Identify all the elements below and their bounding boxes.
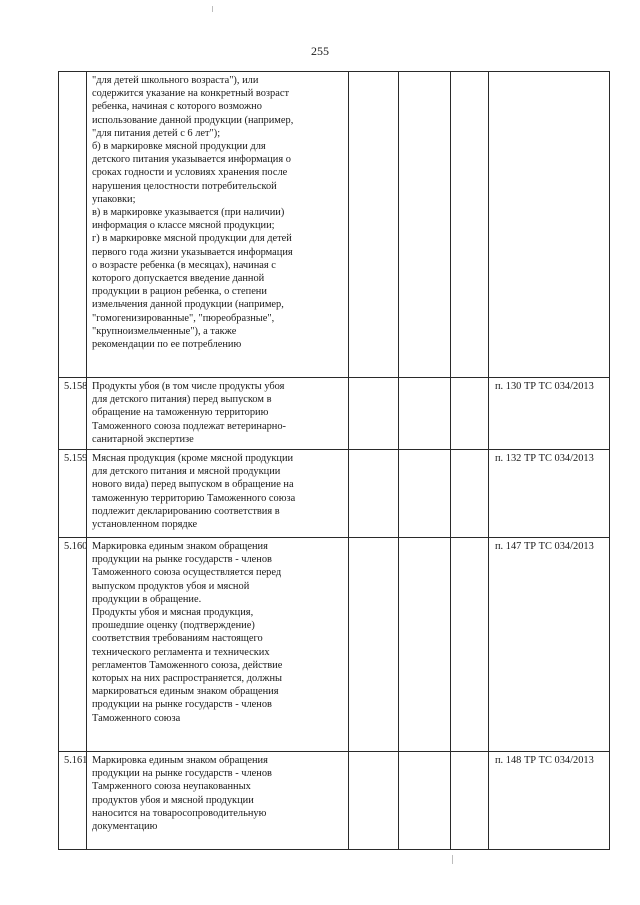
requirement-line: соответствия требованиям настоящего bbox=[92, 633, 263, 645]
empty-cell-c bbox=[451, 752, 489, 850]
requirements-table bbox=[58, 71, 610, 850]
requirement-text bbox=[87, 752, 349, 850]
requirement-line: для детского питания) перед выпуском в bbox=[92, 394, 272, 406]
page-number: 255 bbox=[311, 44, 329, 58]
requirement-line: "для детей школьного возраста"), или bbox=[92, 75, 259, 86]
regulation-reference bbox=[489, 450, 610, 538]
requirement-line: выпуском продуктов убоя и мясной bbox=[92, 580, 250, 592]
item-number bbox=[59, 72, 87, 378]
requirement-line: измельчения данной продукции (например, bbox=[92, 299, 284, 311]
requirement-line: продукции на рынке государств - членов bbox=[92, 768, 272, 780]
table-row bbox=[59, 72, 610, 378]
regulation-reference bbox=[489, 538, 610, 752]
requirement-line: "гомогенизированные", "пюреобразные", bbox=[92, 312, 275, 324]
regulation-reference bbox=[489, 378, 610, 450]
requirement-line: продуктов убоя и мясной продукции bbox=[92, 794, 254, 806]
requirement-line: б) в маркировке мясной продукции для bbox=[92, 141, 266, 153]
requirement-text bbox=[87, 378, 349, 450]
requirement-line: Таможенного союза bbox=[92, 712, 181, 724]
requirement-text bbox=[87, 538, 349, 752]
regulation-reference-text: п. 147 ТР ТС 034/2013 bbox=[495, 541, 594, 553]
regulation-reference-text: п. 132 ТР ТС 034/2013 bbox=[495, 453, 594, 465]
requirement-line: документацию bbox=[92, 821, 158, 833]
empty-cell-c bbox=[451, 378, 489, 450]
requirement-line: наносится на товаросопроводительную bbox=[92, 807, 267, 819]
empty-cell-c bbox=[451, 72, 489, 378]
regulation-reference-text: п. 130 ТР ТС 034/2013 bbox=[495, 381, 594, 392]
requirement-line: которого допускается введение данной bbox=[92, 273, 265, 285]
item-number: 5.159 bbox=[59, 450, 87, 538]
table-body bbox=[59, 72, 610, 850]
requirement-line: г) в маркировке мясной продукции для детей bbox=[92, 233, 292, 245]
requirement-line: Мясная продукция (кроме мясной продукции bbox=[92, 453, 294, 465]
requirement-line: Продукты убоя и мясная продукция, bbox=[92, 607, 254, 619]
requirement-line: регламентов Таможенного союза, действие bbox=[92, 659, 283, 671]
empty-cell-b bbox=[399, 378, 451, 450]
regulation-reference bbox=[489, 72, 610, 378]
requirement-line: о возрасте ребенка (в месяцах), начиная с bbox=[92, 259, 276, 271]
empty-cell-a bbox=[349, 538, 399, 752]
requirement-line: ребенка, начиная с которого возможно bbox=[92, 101, 262, 113]
requirement-line: рекомендации по ее потреблению bbox=[92, 339, 242, 351]
empty-cell-b bbox=[399, 72, 451, 378]
requirement-line: прошедшие оценку (подтверждение) bbox=[92, 620, 255, 632]
requirement-line: детского питания указывается информация о bbox=[92, 154, 291, 166]
requirement-line: "крупноизмельченные"), а также bbox=[92, 325, 237, 337]
table-row bbox=[59, 538, 610, 752]
empty-cell-a bbox=[349, 752, 399, 850]
requirement-line: продукции на рынке государств - членов bbox=[92, 554, 272, 566]
requirement-line: для детского питания и мясной продукции bbox=[92, 466, 281, 478]
requirement-line: технического регламента и технических bbox=[92, 646, 270, 658]
requirement-line: продукции в обращение. bbox=[92, 593, 202, 605]
requirement-line: Продукты убоя (в том числе продукты убоя bbox=[92, 381, 285, 392]
requirement-line: установленном порядке bbox=[92, 519, 198, 531]
empty-cell-b bbox=[399, 538, 451, 752]
empty-cell-a bbox=[349, 450, 399, 538]
requirement-line: которых на них распространяется, должны bbox=[92, 673, 283, 685]
requirement-line: продукции в рацион ребенка, о степени bbox=[92, 286, 267, 298]
table-row bbox=[59, 450, 610, 538]
empty-cell-a bbox=[349, 72, 399, 378]
requirement-line: Тамрженного союза неупакованных bbox=[92, 781, 251, 793]
empty-cell-b bbox=[399, 752, 451, 850]
requirement-line: продукции на рынке государств - членов bbox=[92, 699, 272, 711]
table-row bbox=[59, 378, 610, 450]
empty-cell-c bbox=[451, 538, 489, 752]
requirement-line: упаковки; bbox=[92, 193, 136, 205]
requirement-line: сроках годности и условиях хранения после bbox=[92, 167, 288, 179]
requirement-line: таможенную территорию Таможенного союза bbox=[92, 492, 296, 504]
requirement-line: подлежит декларированию соответствия в bbox=[92, 505, 280, 517]
scan-mark bbox=[212, 6, 213, 12]
requirement-line: маркироваться единым знаком обращения bbox=[92, 686, 279, 698]
regulation-reference-text: п. 148 ТР ТС 034/2013 bbox=[495, 755, 594, 767]
item-number: 5.161 bbox=[59, 752, 87, 850]
requirement-text bbox=[87, 450, 349, 538]
item-number: 5.158 bbox=[59, 378, 87, 450]
item-number: 5.160 bbox=[59, 538, 87, 752]
requirement-line: Таможенного союза осуществляется перед bbox=[92, 567, 282, 579]
requirement-line: Маркировка единым знаком обращения bbox=[92, 755, 268, 767]
requirement-line: первого года жизни указывается информация bbox=[92, 246, 293, 258]
scan-mark bbox=[452, 855, 453, 864]
empty-cell-b bbox=[399, 450, 451, 538]
empty-cell-a bbox=[349, 378, 399, 450]
requirement-line: нового вида) перед выпуском в обращение на bbox=[92, 479, 294, 491]
requirement-line: информация о классе мясной продукции; bbox=[92, 220, 275, 232]
requirement-text bbox=[87, 72, 349, 378]
requirement-line: нарушения целостности потребительской bbox=[92, 180, 277, 192]
regulation-reference bbox=[489, 752, 610, 850]
requirement-line: в) в маркировке указывается (при наличии) bbox=[92, 207, 285, 219]
requirement-line: содержится указание на конкретный возраст bbox=[92, 88, 289, 100]
table-row bbox=[59, 752, 610, 850]
requirement-line: санитарной экспертизе bbox=[92, 433, 194, 445]
requirement-line: Маркировка единым знаком обращения bbox=[92, 541, 268, 553]
requirement-line: "для питания детей с 6 лет"); bbox=[92, 127, 221, 139]
empty-cell-c bbox=[451, 450, 489, 538]
requirement-line: обращение на таможенную территорию bbox=[92, 407, 269, 419]
requirement-line: использование данной продукции (например, bbox=[92, 114, 294, 126]
requirement-line: Таможенного союза подлежат ветеринарно- bbox=[92, 420, 287, 432]
